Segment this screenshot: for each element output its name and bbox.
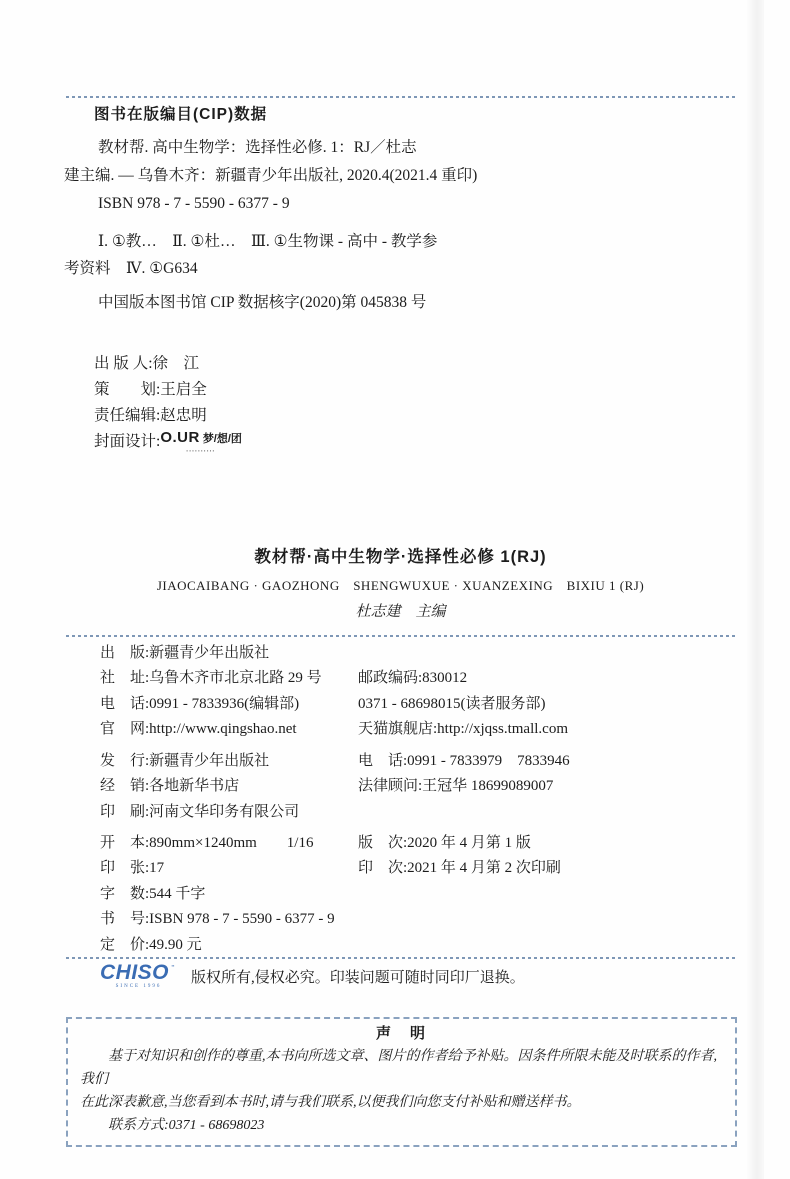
cover-design-label: 封面设计:: [94, 433, 161, 450]
pub-row-left: 开 本:890mm×1240mm 1/16: [100, 835, 314, 851]
chiso-mark-illegible: ▪▪: [171, 963, 175, 968]
pub-row: [100, 800, 737, 825]
chiso-since-label: SINCE 1996: [115, 984, 162, 989]
pub-row-left: 出 版:新疆青少年出版社: [100, 645, 270, 661]
cip-entry-line: ISBN 978 - 7 - 5590 - 6377 - 9: [98, 195, 290, 212]
chiso-logo: [100, 963, 177, 989]
publication-info-specs: [100, 831, 737, 958]
cip-heading: 图书在版编目(CIP)数据: [94, 106, 268, 123]
page-content: [64, 0, 737, 1179]
pub-row-right: 法律顾问:王冠华 18699089007: [358, 778, 554, 795]
editor-line: 责任编辑:赵忠明: [94, 407, 207, 424]
pub-row-left: 印 刷:河南文华印务有限公司: [100, 803, 300, 820]
book-title-pinyin: JIAOCAIBANG · GAOZHONG SHENGWUXUE · XUANZEXING BIXIU 1 (RJ): [156, 578, 645, 593]
book-author: 杜志建 主编: [355, 604, 446, 620]
pub-row-left: 官 网:http://www.qingshao.net: [100, 721, 297, 738]
cip-class-line: Ⅰ. ①教… Ⅱ. ①杜… Ⅲ. ①生物课 - 高中 - 教学参: [98, 233, 438, 250]
statement-heading: 声 明: [375, 1025, 427, 1042]
pub-row-left: 书 号:ISBN 978 - 7 - 5590 - 6377 - 9: [100, 911, 335, 928]
book-title: 教材帮·高中生物学·选择性必修 1(RJ): [254, 548, 547, 566]
pub-row-right: 0371 - 68698015(读者服务部): [358, 695, 546, 712]
pub-row: [100, 666, 737, 691]
staff-credits: [94, 351, 242, 455]
statement-contact: 联系方式:0371 - 68698023: [108, 1118, 265, 1133]
cip-entry-line: 建主编. — 乌鲁木齐：新疆青少年出版社, 2020.4(2021.4 重印): [64, 167, 478, 184]
pub-row-right: 印 次:2021 年 4 月第 2 次印刷: [358, 860, 561, 877]
pub-row-left: 印 张:17: [100, 860, 165, 877]
cover-design-line: [94, 429, 242, 455]
pub-row: [100, 692, 737, 717]
our-logo-suffix: 梦/想/团: [202, 433, 242, 445]
cip-entry: [64, 134, 477, 218]
our-dream-team-logo: [160, 430, 242, 453]
pub-row: [100, 717, 737, 742]
pub-row: [100, 831, 737, 856]
pub-row: [100, 641, 737, 666]
chiso-wordmark: CHISO: [100, 961, 170, 984]
cip-record-number: 中国版本图书馆 CIP 数据核字(2020)第 045838 号: [98, 294, 427, 311]
cip-class-line: 考资料 Ⅳ. ①G634: [64, 260, 198, 277]
title-block: [64, 546, 737, 621]
pub-row-right: 版 次:2020 年 4 月第 1 版: [358, 835, 531, 851]
planner-line: 策 划:王启全: [94, 381, 207, 398]
pub-row: [100, 882, 737, 907]
publication-info-distribution: [100, 749, 737, 825]
pub-row-right: 天猫旗舰店:http://xjqss.tmall.com: [358, 721, 569, 738]
pub-row-right: 电 话:0991 - 7833979 7833946: [358, 753, 570, 769]
pub-row-left: 发 行:新疆青少年出版社: [100, 753, 270, 769]
our-logo-wordmark: O.UR: [160, 429, 200, 446]
pub-row-left: 定 价:49.90 元: [100, 936, 202, 953]
statement-box: [66, 1017, 737, 1147]
dotted-divider-bottom: [66, 957, 737, 959]
dotted-divider-top: [66, 96, 737, 98]
copyright-line: [100, 963, 525, 989]
our-logo-row: [160, 430, 242, 447]
pub-row-left: 经 销:各地新华书店: [100, 778, 240, 795]
statement-line-1: 基于对知识和创作的尊重,本书向所选文章、图片的作者给予补贴。因条件所限未能及时联系的作者,我们: [80, 1049, 717, 1087]
pub-row: [100, 749, 737, 774]
cip-entry-line: 教材帮. 高中生物学：选择性必修. 1：RJ／杜志: [98, 139, 417, 156]
publisher-person-line: 出 版 人:徐 江: [94, 355, 200, 372]
our-logo-tagline-illegible: ▪▪▪▪▪▪▪▪▪▪: [186, 448, 216, 453]
statement-line-2: 在此深表歉意,当您看到本书时,请与我们联系,以便我们向您支付补贴和赠送样书。: [80, 1095, 581, 1110]
pub-row: [100, 774, 737, 799]
pub-row-right: 邮政编码:830012: [358, 670, 468, 687]
pub-row-left: 电 话:0991 - 7833936(编辑部): [100, 695, 300, 712]
dotted-divider-middle: [66, 635, 737, 637]
pub-row: [100, 856, 737, 881]
pub-row-left: 社 址:乌鲁木齐市北京北路 29 号: [100, 670, 322, 687]
copyright-notice-text: 版权所有,侵权必究。印装问题可随时同印厂退换。: [191, 969, 525, 986]
cip-classification: [64, 228, 437, 282]
pub-row-left: 字 数:544 千字: [100, 885, 206, 902]
pub-row: [100, 933, 737, 958]
publication-info-contact: [100, 641, 737, 743]
pub-row: [100, 907, 737, 932]
